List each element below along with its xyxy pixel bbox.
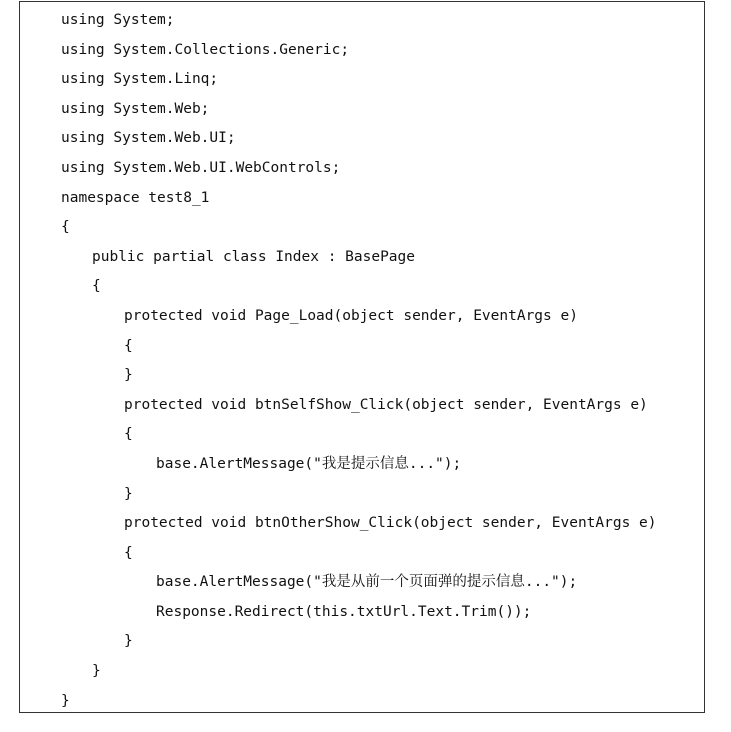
code-line: }	[61, 692, 70, 709]
code-line: {	[124, 544, 133, 561]
code-line: base.AlertMessage("我是提示信息...");	[156, 455, 462, 472]
code-listing	[61, 6, 657, 716]
code-line: protected void Page_Load(object sender, EventArgs e)	[124, 307, 578, 324]
code-line: using System.Web.UI.WebControls;	[61, 159, 341, 176]
code-line: {	[61, 219, 70, 236]
code-line: using System.Collections.Generic;	[61, 41, 350, 58]
code-listing-box	[19, 1, 705, 713]
code-line: }	[92, 663, 101, 680]
code-line: using System.Web;	[61, 100, 210, 117]
code-line: protected void btnOtherShow_Click(object sender, EventArgs e)	[124, 515, 657, 532]
code-line: base.AlertMessage("我是从前一个页面弹的提示信息...");	[156, 574, 578, 591]
code-line: }	[124, 485, 133, 502]
code-line: }	[124, 633, 133, 650]
code-line: protected void btnSelfShow_Click(object sender, EventArgs e)	[124, 396, 648, 413]
code-line: {	[92, 278, 101, 295]
code-line: public partial class Index : BasePage	[92, 248, 416, 265]
code-line: }	[124, 367, 133, 384]
code-line: {	[124, 337, 133, 354]
code-line: Response.Redirect(this.txtUrl.Text.Trim());	[156, 603, 532, 620]
code-line: using System.Web.UI;	[61, 130, 236, 147]
code-line: {	[124, 426, 133, 443]
code-line: using System.Linq;	[61, 71, 219, 88]
code-line: namespace test8_1	[61, 189, 210, 206]
code-line: using System;	[61, 12, 175, 28]
